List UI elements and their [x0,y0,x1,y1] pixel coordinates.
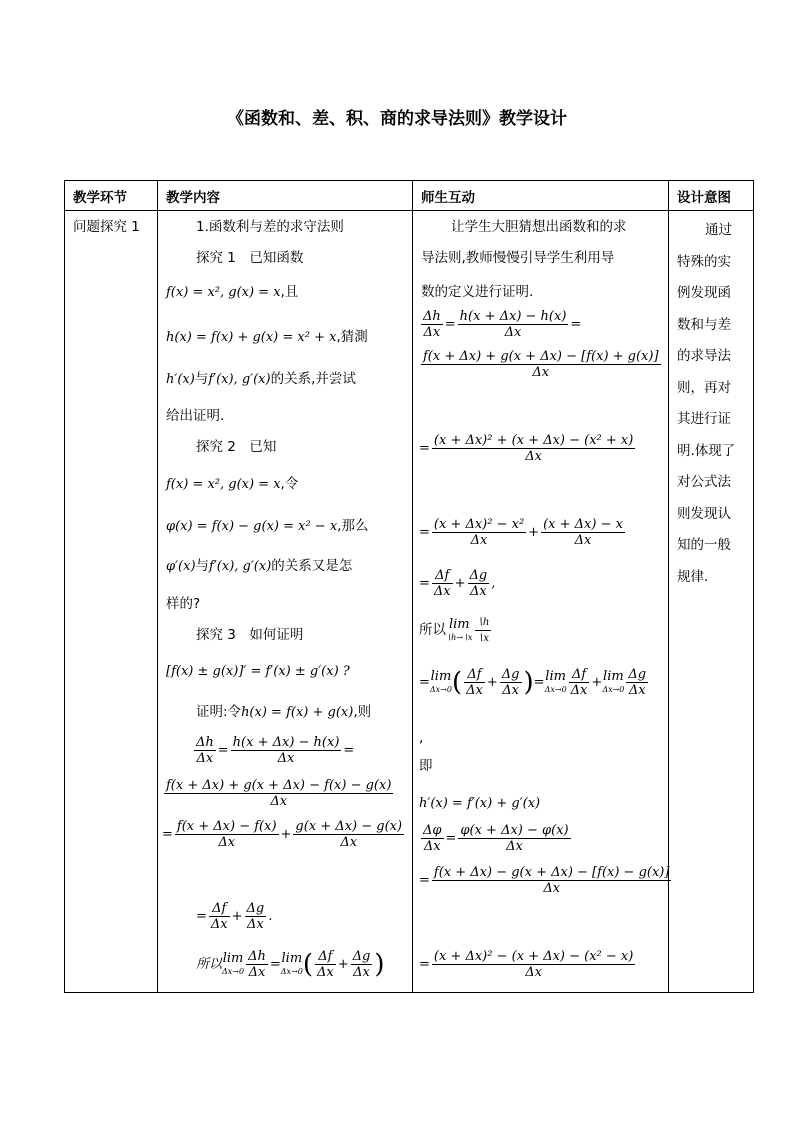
numerator: Δf [464,667,485,683]
denominator: Δx [466,683,483,698]
text-tail: ,且 [280,284,299,300]
fraction [458,823,570,854]
numerator: φ(x + Δx) − φ(x) [460,823,569,838]
fraction [432,517,526,548]
explore-2-label: 探究 2 已知 [196,439,277,455]
content-heading: 1.函数利与差的求守法则 [196,219,344,235]
interaction-para-1: 让学生大胆猜想出函数和的求 [451,219,627,235]
derivation-phi-2: = $\frac{f(x + \Delta x) - g(x + \Delta x) - [f(x) - g(x)]}{\Delta x}$ [419,865,670,896]
lim-text: lim [222,950,244,966]
numerator: Δg [352,949,371,964]
denominator: Δx [317,965,334,980]
explore-3-rule [166,662,350,681]
numerator: (x + Δx) − x [543,517,623,532]
numerator: Δφ [423,823,442,838]
intent-text [669,211,753,593]
lesson-table [64,180,754,993]
denominator: Δx [423,325,441,340]
proof-start [196,703,371,722]
math-expr: φ′(x) [166,559,196,574]
numerator: Δg [501,667,520,682]
math-expr: f′(x), g′(x) [208,372,271,387]
numerator: Δh [248,949,266,964]
fraction [351,949,373,980]
stage-label: 问题探究 1 [73,219,140,235]
derivation-result: h′(x) = f′(x) + g′(x) [419,796,541,811]
text-pre: 所以 [196,957,223,972]
derivation-ji: 即 [419,758,433,774]
intent-line: 例发现函 [677,285,731,301]
numerator: Δf [209,901,230,917]
denominator: Δx [196,751,214,766]
content-row [65,211,754,993]
derivation-phi-3: = $\frac{\text{(x + Δx)² − (x + Δx) − (x² − x)}}{\Delta x}$ [419,949,634,980]
numerator: f(x + Δx) − f(x) [176,819,277,834]
fraction [421,823,444,854]
explore-2-functions [166,475,298,494]
fraction [626,667,648,698]
limit [602,670,624,696]
proof-limit: 所以lim Δx→0 $\frac{\Delta h}{\Delta x}$ =lim Δx→0 ( $\frac{\Delta f}{\Delta x}$ + $\frac{\Delta g}{\Delta x}$ ) [196,949,385,980]
fraction [500,667,522,698]
derivation-so [419,615,493,646]
denominator: Δx [532,365,550,380]
fraction [315,949,336,980]
header-intent: 设计意图 [669,181,754,211]
numerator: Δg [469,568,488,583]
fraction [432,865,672,896]
derivation-limit: =lim Δx→0 ( $\frac{\Delta f}{\Delta x}$ + $\frac{\Delta g}{\Delta x}$ )=lim Δx→0 $\frac{\Delta f}{\Delta x}$ +lim Δx→0 $\frac{\Delta g}{\Delta x}$ [419,667,647,698]
fraction [421,309,443,340]
derivation-comma: , [419,730,424,746]
lim-sub: Δx→0 [222,966,245,976]
denominator: Δx [504,325,522,340]
denominator: Δx [270,794,288,809]
denominator: Δx [525,449,542,464]
intent-line: 明.体现了 [677,442,736,459]
derivation-step-1: $\frac{\Delta h}{\Delta x}$ = $\frac{h(x + \Delta x) - h(x)}{\Delta x}$ = [423,309,582,340]
explore-2-question [166,557,352,576]
numerator: f(x + Δx) + g(x + Δx) − f(x) − g(x) [166,778,392,793]
numerator: (x + Δx)² + (x + Δx) − (x² + x) [433,433,634,448]
limit [430,670,452,696]
limit [545,670,567,696]
intent-line: 其进行证 [677,411,731,427]
content-cell [158,211,413,993]
denominator: Δx [470,533,488,548]
explore-1-h-def [166,328,368,347]
fraction [541,517,625,548]
numerator: Δh [196,735,214,750]
lim-sub: Δx→0 [280,966,303,976]
text-tail: ,令 [280,476,299,492]
math-expr: f(x) = x², g(x) = x [166,285,281,300]
derivation-step-4: = $\frac{\text{(x + Δx)² − x²}}{\Delta x}$ + $\frac{(x + \Delta x) - x}{\Delta x}$ [419,517,623,548]
text-mid: 与 [195,558,210,574]
explore-1-functions [166,283,298,302]
header-row [65,181,754,211]
fraction [432,433,635,464]
intent-cell [669,211,754,993]
denominator: Δx [218,835,236,850]
fraction [194,735,216,766]
limit [446,618,473,644]
proof-step-3: = $\frac{f(x + \Delta x) - f(x)}{\Delta x}$ + $\frac{g(x + \Delta x) - g(x)}{\Delta x}$ [162,819,403,850]
text-pre: 所以 [419,622,446,638]
intent-line: 数和与差 [677,316,731,333]
denominator: Δx [248,965,266,980]
fraction [245,901,267,932]
lim-sub: Δx→0 [544,684,567,694]
denominator: Δx [277,751,295,766]
page-title: 《函数和、差、积、商的求导法则》教学设计 [227,109,567,129]
denominator: Δx [502,683,520,698]
denominator: Δx [628,683,646,698]
text-tail: ,猜測 [336,329,368,345]
math-expr: [f(x) ± g(x)]′ = f′(x) ± g′(x) ? [166,664,350,679]
fraction [421,349,661,380]
stage-cell [65,211,158,993]
fraction [468,568,490,599]
explore-1-label: 探究 1 已知函数 [196,250,304,266]
intent-line: 知的一般 [677,537,731,553]
interaction-para-3: 数的定义进行证明. [421,284,534,300]
denominator: Δx [543,881,561,896]
lim-sub: Δx→0 [429,684,452,694]
explore-3-label: 探究 3 如何证明 [196,627,304,643]
numerator: Δf [432,568,453,584]
lim-text: lim [430,668,452,684]
lim-text: lim [603,668,624,684]
interaction-para-2: 导法则,教师慢慢引导学生利用导 [421,250,615,266]
denominator: Δx [506,839,523,854]
denominator: Δx [247,917,264,932]
math-expr: h(x) = f(x) + g(x) = x² + x [166,330,337,345]
math-expr: f′(x), g′(x) [209,559,272,574]
limit [281,952,303,978]
numerator: h(x + Δx) − h(x) [459,309,567,324]
numerator: ∖h [475,615,492,631]
denominator: Δx [353,965,370,980]
derivation-step-2 [419,349,663,380]
fraction [475,615,492,646]
numerator: Δg [246,901,265,916]
denominator: Δx [340,835,358,850]
text-tail: ,那么 [337,518,369,534]
numerator: g(x + Δx) − g(x) [295,819,403,834]
intent-line: 则发现认 [677,505,731,522]
header-content: 教学内容 [158,181,413,211]
explore-2-question-end: 样的? [166,596,201,612]
fraction [164,778,393,809]
numerator: (x + Δx)² − (x + Δx) − (x² − x) [433,949,634,964]
text-pre: 证明:令 [196,704,242,720]
derivation-step-5: = $\frac{\Delta f}{\Delta x}$ + $\frac{\Delta g}{\Delta x}$ , [419,568,496,599]
numerator: Δf [569,667,590,683]
lim-sub: Δx→0 [602,684,625,694]
numerator: Δh [423,309,441,324]
fraction [458,309,569,340]
denominator: Δx [210,917,228,932]
text-tail: 的关系,并尝试 [270,371,356,387]
numerator: f(x + Δx) − g(x + Δx) − [f(x) − g(x)] [433,865,670,880]
math-expr: h′(x) [166,372,195,387]
fraction [464,667,485,698]
interaction-cell [413,211,669,993]
derivation-phi-1: $\frac{\Delta\varphi}{\Delta x}$ = $\frac{\varphi(x + \Delta x) - \varphi(x)}{\Delta x}$ [423,823,569,854]
numerator: f(x + Δx) + g(x + Δx) − [f(x) + g(x)] [423,349,659,364]
fraction [569,667,590,698]
fraction [209,901,230,932]
fraction [231,735,342,766]
intent-line: 则，再对 [677,379,731,396]
denominator: Δx [470,584,487,599]
proof-step-1: $\frac{\Delta h}{\Delta x}$ = $\frac{h(x + \Delta x) - h(x)}{\Delta x}$ = [196,735,355,766]
fraction [432,949,635,980]
text-tail: 的关系又是怎 [271,558,353,574]
proof-step-4: = $\frac{\Delta f}{\Delta x}$ + $\frac{\Delta g}{\Delta x}$ . [196,901,273,932]
text-tail: ,则 [353,704,372,720]
explore-2-phi-def [166,517,368,536]
denominator: Δx [525,965,542,980]
explore-1-question [166,370,356,389]
lim-text: lim [448,616,470,632]
fraction [293,819,404,850]
intent-line: 规律. [677,568,709,585]
lim-text: lim [545,668,566,684]
denominator: Δx [423,839,441,854]
numerator: (x + Δx)² − x² [433,517,525,532]
math-expr: φ(x) = f(x) − g(x) = x² − x [166,519,338,534]
explore-1-proof-text: 给出证明. [166,408,225,424]
math-expr: h(x) = f(x) + g(x) [241,705,354,720]
limit [222,952,244,978]
numerator: Δg [628,667,647,682]
intent-line: 对公式法 [677,474,731,490]
header-interaction: 师生互动 [413,181,669,211]
denominator: ∖x [476,633,489,644]
denominator: Δx [570,683,588,698]
lim-sub: ∖h→∖x [446,632,473,642]
numerator: h(x + Δx) − h(x) [232,735,340,750]
lim-text: lim [281,950,303,966]
intent-line: 通过 [705,222,732,238]
numerator: Δf [315,949,336,965]
fraction [246,949,268,980]
math-expr: f(x) = x², g(x) = x [166,477,281,492]
proof-step-2 [162,778,395,809]
text-mid: 与 [194,371,209,387]
intent-line: 的求导法 [677,348,731,364]
fraction [175,819,279,850]
denominator: Δx [574,533,592,548]
denominator: Δx [433,584,451,599]
intent-line: 特殊的实 [677,253,731,270]
header-stage: 教学环节 [65,181,158,211]
fraction [432,568,453,599]
derivation-step-3: = $\frac{\text{(x + Δx)² + (x + Δx) − (x² + x)}}{\Delta x}$ [419,433,634,464]
